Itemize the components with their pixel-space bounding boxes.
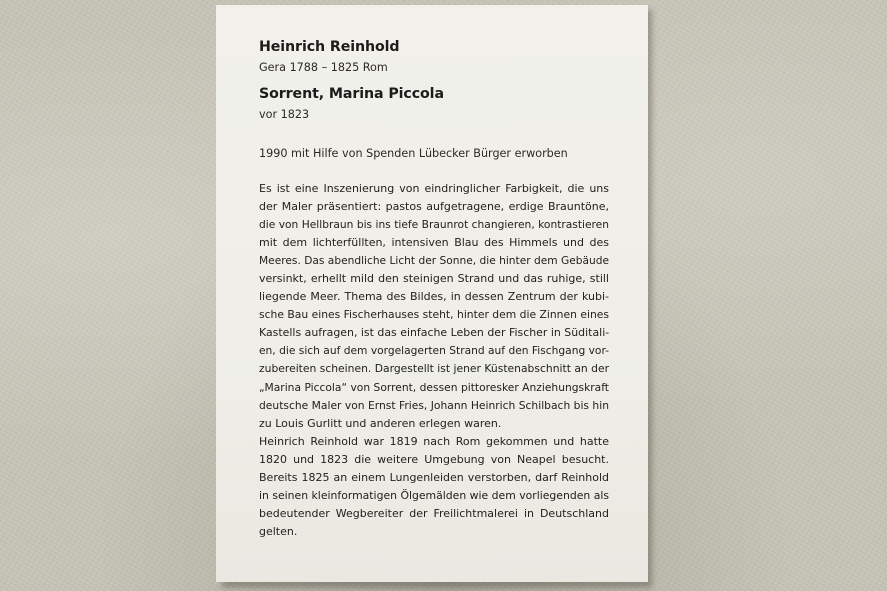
description-line: mit dem lichterfüllten, intensiven Blau des Himmels und des [259, 236, 609, 250]
artist-life-dates: Gera 1788 – 1825 Rom [259, 61, 388, 74]
description-line: liegende Meer. Thema des Bildes, in dessen Zentrum der kubi- [259, 290, 609, 304]
description-line: versinkt, erhellt mild den steinigen Strand und das ruhige, still [259, 272, 609, 286]
description-line: bedeutender Wegbereiter der Freilichtmalerei in Deutschland [259, 506, 609, 520]
description-text [259, 180, 609, 541]
museum-label-card [216, 5, 648, 582]
description-line: sche Bau eines Fischerhauses steht, hinter dem die Zinnen eines [259, 308, 609, 322]
description-line: gelten. [259, 524, 298, 538]
description-line: zu Louis Gurlitt und anderen erlegen waren. [259, 416, 502, 430]
description-line: Meeres. Das abendliche Licht der Sonne, die hinter dem Gebäude [259, 254, 610, 268]
description-line: 1820 und 1823 die weitere Umgebung von Neapel besucht. [259, 452, 609, 466]
artist-name: Heinrich Reinhold [259, 39, 400, 55]
description-line: Kastells aufragen, ist das einfache Leben der Fischer in Süditali- [259, 326, 610, 340]
description-line: der Maler präsentiert: pastos aufgetragene, erdige Brauntöne, [259, 200, 609, 214]
description-line: in seinen kleinformatigen Ölgemälden wie dem vorliegenden als [259, 488, 610, 502]
description-line: en, die sich auf dem vorgelagerten Strand auf den Fischgang vor- [259, 344, 609, 358]
description-line: die von Hellbraun bis ins tiefe Braunrot changieren, kontrastieren [259, 218, 609, 232]
artwork-date: vor 1823 [259, 108, 310, 121]
artwork-title: Sorrent, Marina Piccola [259, 86, 444, 102]
description-line: zubereiten scheinen. Dargestellt ist jener Küstenabschnitt an der [259, 362, 610, 376]
description-line: deutsche Maler von Ernst Fries, Johann Heinrich Schilbach bis hin [259, 398, 609, 412]
provenance-note: 1990 mit Hilfe von Spenden Lübecker Bürger erworben [259, 147, 568, 160]
description-line: „Marina Piccola“ von Sorrent, dessen pittoresker Anziehungskraft [259, 380, 609, 394]
description-line: Es ist eine Inszenierung von eindringlicher Farbigkeit, die uns [259, 182, 609, 195]
description-line: Bereits 1825 an einem Lungenleiden verstorben, darf Reinhold [259, 470, 609, 484]
description-line: Heinrich Reinhold war 1819 nach Rom gekommen und hatte [259, 434, 609, 448]
